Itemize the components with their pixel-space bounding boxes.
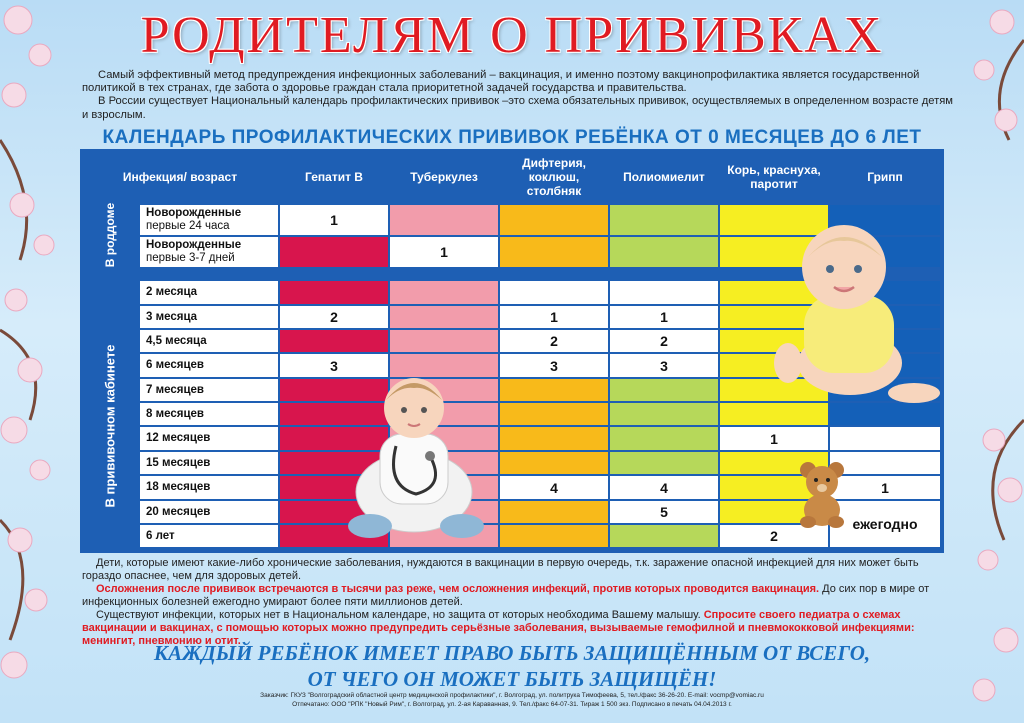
intro-paragraph-1: Самый эффективный метод предупреждения инфекционных заболеваний – вакцинация, и именно поэтому вакцинопрофилактика является государственной политикой в тех странах, где забота о здоровье граждан стала приоритетной задачей государства и правительства. [82,69,920,95]
dose-cell: 1 [280,205,388,235]
dose-cell: 1 [610,306,718,328]
age-label [140,354,278,377]
dose-cell: 1 [500,306,608,328]
dose-cell: 5 [610,501,718,523]
column-header-mmr: Корь, краснуха, паротит [727,163,821,191]
age-label-main: 15 месяцев [146,456,211,469]
dose-cell [610,237,718,267]
dose-cell: 1 [720,427,828,450]
complications-warning: Осложнения после прививок встречаются в тысячи раз реже, чем осложнения инфекций, против которых проводится вакцинация. [96,583,820,596]
cherry-blossom-left-decoration [0,0,70,723]
intro-text [82,69,954,122]
group-label-clinic: В прививочном кабинете [102,344,118,508]
age-label-sub: первые 3-7 дней [146,252,235,264]
age-label [140,525,278,547]
dose-cell: 4 [500,476,608,499]
age-label [140,330,278,352]
age-label-main: 18 месяцев [146,481,211,493]
dose-cell [610,205,718,235]
dose-cell [610,452,718,474]
dose-cell: 2 [720,525,828,547]
column-header-tuberculosis: Туберкулез [410,170,478,184]
age-label [140,306,278,328]
dose-cell [280,237,388,267]
dose-cell [610,379,718,401]
footer-customer-line: Заказчик: ГКУЗ "Волгоградский областной центр медицинской профилактики", г. Волгоград, ул. политрука Тимофеева, 5, тел./факс 36-26-20. E-mail: vocmp@vomiac.ru [260,692,764,699]
dose-cell [500,501,608,523]
age-label-main: 6 лет [146,529,175,542]
additional-infections-note: Существуют инфекции, которых нет в Национальном календаре, но защита от которых необходима Вашему малышу. [96,609,704,622]
sitting-baby-illustration [764,213,942,413]
dose-cell [500,205,608,235]
dose-cell [610,403,718,425]
age-label [140,205,278,235]
calendar-subtitle: КАЛЕНДАРЬ ПРОФИЛАКТИЧЕСКИХ ПРИВИВОК РЕБЁНКА ОТ 0 МЕСЯЦЕВ ДО 6 ЛЕТ [102,127,922,148]
dose-cell [500,281,608,304]
column-header-hepatitis-b: Гепатит В [305,170,363,184]
corner-header: Инфекция/ возраст [122,170,238,184]
dose-cell [500,237,608,267]
dose-cell [390,281,498,304]
dose-cell [500,403,608,425]
dose-cell [390,330,498,352]
slogan-line-2: ОТ ЧЕГО ОН МОЖЕТ БЫТЬ ЗАЩИЩЁН! [307,667,717,691]
column-header-dtp: Дифтерия, коклюш, столбняк [522,156,586,198]
dose-cell: 1 [830,476,940,499]
age-label-main: 2 месяца [146,286,198,298]
dose-cell [610,525,718,547]
dose-cell [500,379,608,401]
flu-annual-note: ежегодно [830,501,940,547]
dose-cell [610,427,718,450]
age-label-sub: первые 24 часа [146,220,230,232]
age-label [140,452,278,474]
dose-cell: 3 [280,354,388,377]
age-label [140,427,278,450]
footer-printer-line: Отпечатано: ООО "РПК "Новый Рим", г. Волгоград, ул. 2-ая Караванная, 9. Тел./факс 64-07-31. Тираж 1 500 экз. Подписано в печать 04.04.2013 г. [292,701,732,708]
age-label [140,281,278,304]
intro-paragraph-2: В России существует Национальный календарь профилактических прививок –это схема обязательных прививок, осуществляемых в определенном возрасте детям и взрослым. [82,95,953,121]
mortality-note: До сих пор в мире от инфекционных болезней ежегодно умирают более пяти миллионов детей. [82,583,930,608]
baby-doctor-illustration [326,366,502,546]
column-header-polio: Полиомиелит [623,170,705,184]
dose-cell: 1 [390,237,498,267]
column-header-flu: Грипп [867,170,903,184]
age-label-main: 4,5 месяца [146,334,207,347]
slogan [0,640,1024,692]
cherry-blossom-right-decoration [954,0,1024,723]
dose-cell [610,281,718,304]
age-label [140,237,278,267]
bottom-paragraph-1: Дети, которые имеют какие-либо хронические заболевания, нуждаются в вакцинации в первую очередь, т.к. заражение опасной инфекцией для них может быть гораздо опаснее, чем для здоровых детей. [82,557,919,582]
dose-cell [500,427,608,450]
age-label-main: Новорожденные [146,239,242,251]
dose-cell: 2 [610,330,718,352]
pediatrician-advice: Спросите своего педиатра о схемах вакцинации и вакцинах, с помощью которых можно предупредить серьёзные заболевания, вызываемые гемофилной и пневмококковой инфекциями: менингит, пневмонию и отит. [82,609,915,647]
footer-imprint [0,691,1024,709]
dose-cell [280,281,388,304]
age-label-main: 20 месяцев [146,505,211,518]
dose-cell: 3 [500,354,608,377]
teddy-bear-illustration [794,460,850,528]
dose-cell: 3 [610,354,718,377]
dose-cell [500,525,608,547]
bottom-paragraph-2 [82,583,954,608]
dose-cell: 2 [500,330,608,352]
dose-cell [830,427,940,450]
age-label [140,501,278,523]
dose-cell [500,452,608,474]
age-label-main: Новорожденные [146,207,242,219]
age-label [140,379,278,401]
age-label [140,403,278,425]
dose-cell: 4 [610,476,718,499]
dose-cell: 2 [280,306,388,328]
age-label [140,476,278,499]
bottom-text [82,557,954,648]
dose-cell [390,205,498,235]
age-label-main: 8 месяцев [146,407,204,420]
dose-cell [390,306,498,328]
dose-cell [280,330,388,352]
group-label-maternity: В роддоме [103,202,117,268]
age-label-main: 6 месяцев [146,359,204,371]
age-label-main: 12 месяцев [146,432,211,444]
slogan-line-1: КАЖДЫЙ РЕБЁНОК ИМЕЕТ ПРАВО БЫТЬ ЗАЩИЩЁННЫМ ОТ ВСЕГО, [153,641,871,665]
age-label-main: 7 месяцев [146,383,204,396]
age-label-main: 3 месяца [146,310,198,323]
page-title: РОДИТЕЛЯМ О ПРИВИВКАХ [140,7,884,64]
